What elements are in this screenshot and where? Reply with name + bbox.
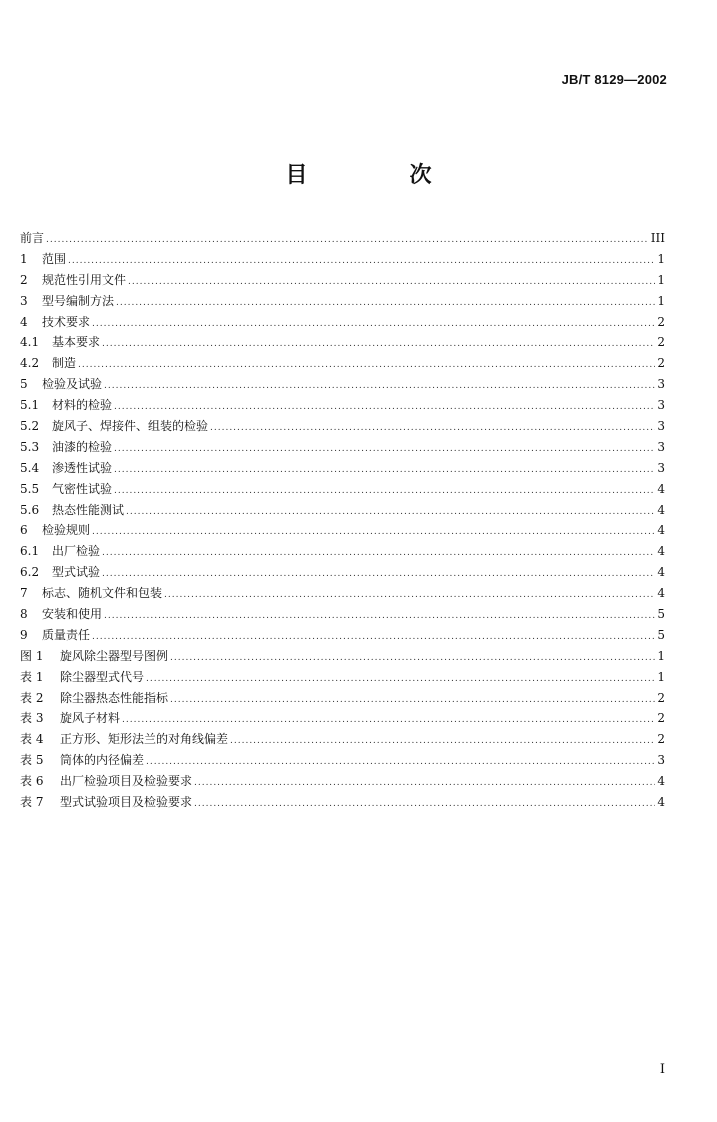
toc-entry-title: 油漆的检验 [52, 439, 113, 454]
toc-entry[interactable] [20, 312, 665, 333]
toc-entry-title: 规范性引用文件 [42, 272, 127, 287]
dot-leader [114, 481, 655, 502]
toc-entry-number: 5.4 [20, 460, 40, 475]
toc-entry-number: 4.2 [20, 356, 40, 371]
toc-entry[interactable] [20, 479, 665, 500]
dot-leader [210, 418, 655, 439]
toc-entry-number: 1 [20, 251, 28, 266]
toc-entry[interactable] [20, 228, 665, 249]
page-number: I [659, 1062, 665, 1077]
toc-entry-title: 安装和使用 [42, 607, 103, 622]
dot-leader [104, 376, 655, 397]
toc-entry-page: 4 [657, 586, 665, 601]
dot-leader [146, 752, 655, 773]
dot-leader [114, 439, 655, 460]
toc-entry-number: 表 5 [20, 753, 44, 768]
toc-entry[interactable] [20, 562, 665, 583]
toc-entry-number: 表 4 [20, 732, 44, 747]
toc-entry-number: 8 [20, 607, 28, 622]
toc-entry-number: 3 [20, 293, 28, 308]
toc-entry-number: 5.2 [20, 419, 40, 434]
toc-entry-page: 1 [657, 272, 665, 287]
dot-leader [104, 606, 655, 627]
toc-entry-number: 5.1 [20, 398, 40, 413]
toc-entry-number: 5 [20, 377, 28, 392]
toc-entry-page: 2 [657, 711, 665, 726]
toc-entry-page: 4 [657, 795, 665, 810]
toc-entry[interactable] [20, 604, 665, 625]
toc-entry-title: 标志、随机文件和包装 [42, 586, 163, 601]
dot-leader [68, 251, 655, 272]
toc-entry-title: 气密性试验 [52, 481, 113, 496]
dot-leader [102, 334, 655, 355]
toc-entry[interactable] [20, 688, 665, 709]
standard-code: JB/T 8129—2002 [561, 72, 667, 87]
toc-entry-number: 图 1 [20, 648, 44, 663]
dot-leader [114, 460, 655, 481]
toc-entry-title: 材料的检验 [52, 398, 113, 413]
toc-entry-page: 3 [657, 419, 665, 434]
toc-entry[interactable] [20, 332, 665, 353]
toc-entry[interactable] [20, 395, 665, 416]
toc-entry-title: 检验规则 [42, 523, 91, 538]
toc-entry-page: 2 [657, 690, 665, 705]
toc-entry-title: 渗透性试验 [52, 460, 113, 475]
toc-entry-page: 3 [657, 377, 665, 392]
toc-entry[interactable] [20, 792, 665, 813]
toc-entry-title: 出厂检验项目及检验要求 [60, 774, 193, 789]
toc-entry[interactable] [20, 750, 665, 771]
dot-leader [102, 543, 655, 564]
toc-entry-title: 技术要求 [42, 314, 91, 329]
toc-entry-page: 3 [657, 439, 665, 454]
toc-entry-page: 2 [657, 732, 665, 747]
toc-entry-page: 4 [657, 544, 665, 559]
toc-entry-page: 4 [657, 502, 665, 517]
toc-entry-number: 表 1 [20, 669, 44, 684]
dot-leader [122, 710, 655, 731]
toc-entry-number: 6 [20, 523, 28, 538]
toc-entry-number: 7 [20, 586, 28, 601]
toc-entry-page: 1 [657, 669, 665, 684]
toc-entry[interactable] [20, 583, 665, 604]
dot-leader [230, 731, 655, 752]
dot-leader [126, 502, 655, 523]
dot-leader [170, 648, 655, 669]
toc-entry[interactable] [20, 374, 665, 395]
page-title: 目 次 [285, 163, 472, 188]
toc-entry-title: 除尘器热态性能指标 [60, 690, 169, 705]
dot-leader [102, 564, 655, 585]
toc-entry[interactable] [20, 437, 665, 458]
toc-entry[interactable] [20, 291, 665, 312]
toc-entry[interactable] [20, 500, 665, 521]
toc-entry-page: 2 [657, 356, 665, 371]
dot-leader [170, 690, 655, 711]
toc-entry-page: 1 [657, 293, 665, 308]
toc-entry-title: 旋风子材料 [60, 711, 121, 726]
toc-entry-number: 表 2 [20, 690, 44, 705]
dot-leader [92, 314, 655, 335]
toc-entry[interactable] [20, 708, 665, 729]
toc-entry[interactable] [20, 667, 665, 688]
dot-leader [92, 522, 655, 543]
toc-entry-page: 3 [657, 460, 665, 475]
dot-leader [164, 585, 655, 606]
toc-entry-title: 除尘器型式代号 [60, 669, 145, 684]
dot-leader [128, 272, 655, 293]
toc-entry-page: 3 [657, 398, 665, 413]
toc-entry-title: 基本要求 [52, 335, 101, 350]
toc-entry-number: 5.5 [20, 481, 40, 496]
toc-entry[interactable] [20, 646, 665, 667]
toc-entry-page: 3 [657, 753, 665, 768]
toc-entry-title: 旋风子、焊接件、组装的检验 [52, 419, 209, 434]
table-of-contents [20, 228, 665, 813]
toc-entry[interactable] [20, 458, 665, 479]
toc-entry[interactable] [20, 541, 665, 562]
dot-leader [114, 397, 655, 418]
toc-entry-page: 4 [657, 565, 665, 580]
toc-entry-page: III [650, 231, 665, 245]
toc-entry-number: 表 3 [20, 711, 44, 726]
toc-entry-title: 热态性能测试 [52, 502, 125, 517]
toc-entry-page: 1 [657, 648, 665, 663]
toc-entry-page: 5 [657, 607, 665, 622]
toc-entry[interactable] [20, 625, 665, 646]
toc-entry-page: 4 [657, 481, 665, 496]
dot-leader [194, 773, 655, 794]
toc-entry-page: 2 [657, 314, 665, 329]
dot-leader [46, 230, 649, 251]
toc-entry-title: 型式试验项目及检验要求 [60, 795, 193, 810]
toc-entry[interactable] [20, 249, 665, 270]
toc-entry-title: 筒体的内径偏差 [60, 753, 145, 768]
dot-leader [92, 627, 655, 648]
toc-entry-number: 2 [20, 272, 28, 287]
dot-leader [116, 293, 655, 314]
toc-entry-title: 型式试验 [52, 565, 101, 580]
toc-entry-title: 范围 [42, 251, 67, 266]
toc-entry-title: 制造 [52, 356, 77, 371]
toc-entry-number: 9 [20, 627, 28, 642]
toc-entry-number: 4 [20, 314, 28, 329]
toc-entry[interactable] [20, 520, 665, 541]
toc-entry-page: 1 [657, 251, 665, 266]
toc-entry-number: 表 7 [20, 795, 44, 810]
toc-entry-title: 正方形、矩形法兰的对角线偏差 [60, 732, 229, 747]
toc-entry[interactable] [20, 270, 665, 291]
toc-entry-title: 检验及试验 [42, 377, 103, 392]
toc-entry-page: 2 [657, 335, 665, 350]
toc-entry-title: 旋风除尘器型号图例 [60, 648, 169, 663]
dot-leader [194, 794, 655, 815]
dot-leader [146, 669, 655, 690]
toc-entry[interactable] [20, 729, 665, 750]
toc-entry-title: 前言 [20, 231, 45, 245]
toc-entry-title: 出厂检验 [52, 544, 101, 559]
toc-entry-number: 5.6 [20, 502, 40, 517]
toc-entry-number: 表 6 [20, 774, 44, 789]
toc-entry[interactable] [20, 771, 665, 792]
toc-entry-number: 4.1 [20, 335, 40, 350]
toc-entry-number: 6.2 [20, 565, 40, 580]
toc-entry-title: 型号编制方法 [42, 293, 115, 308]
toc-entry-page: 5 [657, 627, 665, 642]
toc-entry-page: 4 [657, 523, 665, 538]
toc-entry[interactable] [20, 353, 665, 374]
toc-entry-page: 4 [657, 774, 665, 789]
toc-entry-number: 6.1 [20, 544, 40, 559]
toc-entry-number: 5.3 [20, 439, 40, 454]
dot-leader [78, 355, 655, 376]
toc-entry-title: 质量责任 [42, 627, 91, 642]
toc-entry[interactable] [20, 416, 665, 437]
